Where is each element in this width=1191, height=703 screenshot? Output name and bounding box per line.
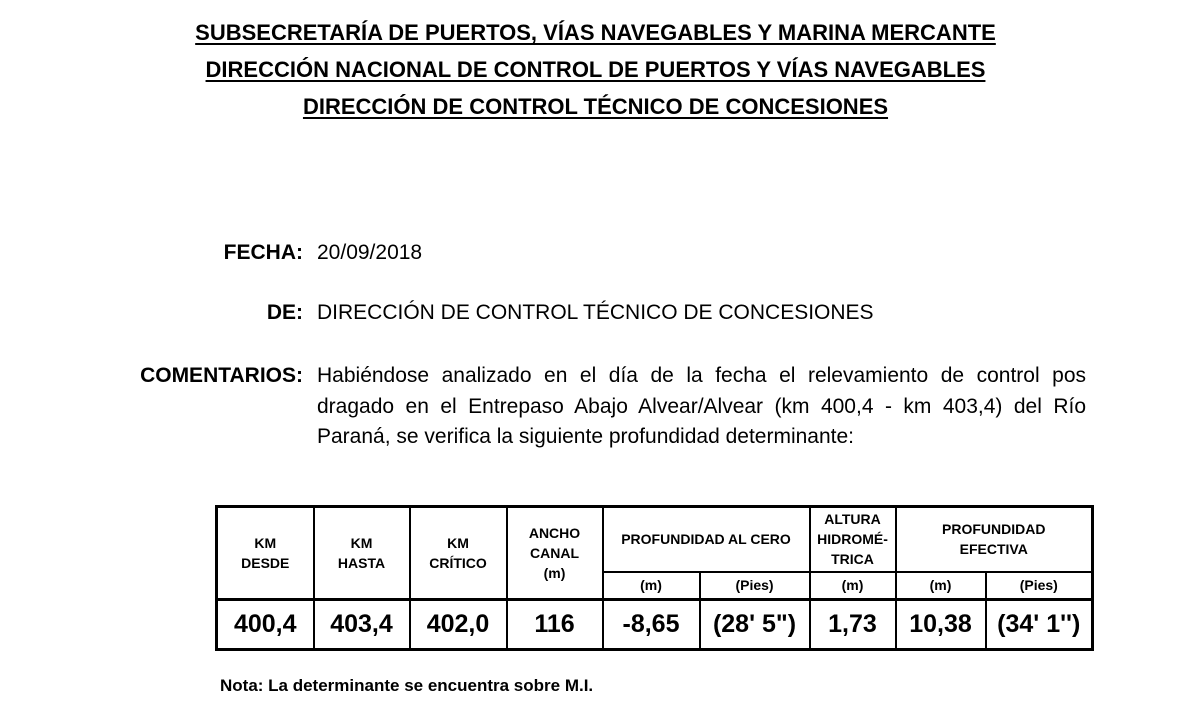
note-text: Nota: La determinante se encuentra sobre M.I. <box>220 676 594 695</box>
header-direccion-control: DIRECCIÓN DE CONTROL TÉCNICO DE CONCESIONES <box>302 94 889 119</box>
de-field <box>0 298 1191 328</box>
header-ancho-canal: ANCHO CANAL (m) <box>507 507 603 600</box>
subheader-cero-pies: (Pies) <box>700 572 810 600</box>
document-header <box>0 18 1191 122</box>
header-profundidad-cero: PROFUNDIDAD AL CERO <box>603 507 810 572</box>
cell-km-hasta: 403,4 <box>314 600 410 650</box>
fecha-value: 20/09/2018 <box>317 241 423 264</box>
header-km-hasta: KM HASTA <box>314 507 410 600</box>
de-value: DIRECCIÓN DE CONTROL TÉCNICO DE CONCESIONES <box>317 301 874 324</box>
table-row <box>217 600 1093 650</box>
comentarios-field <box>0 361 310 391</box>
subheader-cero-m: (m) <box>603 572 700 600</box>
header-km-desde: KM DESDE <box>217 507 314 600</box>
fecha-field <box>0 238 1191 268</box>
subheader-efectiva-m: (m) <box>896 572 986 600</box>
header-km-critico: KM CRÍTICO <box>410 507 507 600</box>
cell-ancho: 116 <box>507 600 603 650</box>
comentarios-label: COMENTARIOS: <box>140 364 303 387</box>
header-altura-hidrometrica: ALTURA HIDROMÉ- TRICA <box>810 507 896 572</box>
header-profundidad-efectiva: PROFUNDIDAD EFECTIVA <box>896 507 1093 572</box>
fecha-label: FECHA: <box>223 241 303 264</box>
depth-table <box>215 505 1094 651</box>
comentarios-value: Habiéndose analizado en el día de la fecha el relevamiento de control pos dragado en el Entrepaso Abajo Alvear/Alvear (km 400,4 - km 403,4) del Río Paraná, se verifica la siguiente profundidad determinante: <box>317 364 1086 448</box>
cell-cero-m: -8,65 <box>603 600 700 650</box>
cell-altura-m: 1,73 <box>810 600 896 650</box>
header-direccion-nacional: DIRECCIÓN NACIONAL DE CONTROL DE PUERTOS Y VÍAS NAVEGABLES <box>205 57 986 82</box>
cell-km-desde: 400,4 <box>217 600 314 650</box>
subheader-efectiva-pies: (Pies) <box>986 572 1093 600</box>
header-subsecretaria: SUBSECRETARÍA DE PUERTOS, VÍAS NAVEGABLES Y MARINA MERCANTE <box>195 20 996 45</box>
cell-efectiva-m: 10,38 <box>896 600 986 650</box>
cell-km-critico: 402,0 <box>410 600 507 650</box>
cell-efectiva-pies: (34' 1'') <box>986 600 1093 650</box>
cell-cero-pies: (28' 5") <box>700 600 810 650</box>
subheader-altura-m: (m) <box>810 572 896 600</box>
de-label: DE: <box>266 301 303 324</box>
